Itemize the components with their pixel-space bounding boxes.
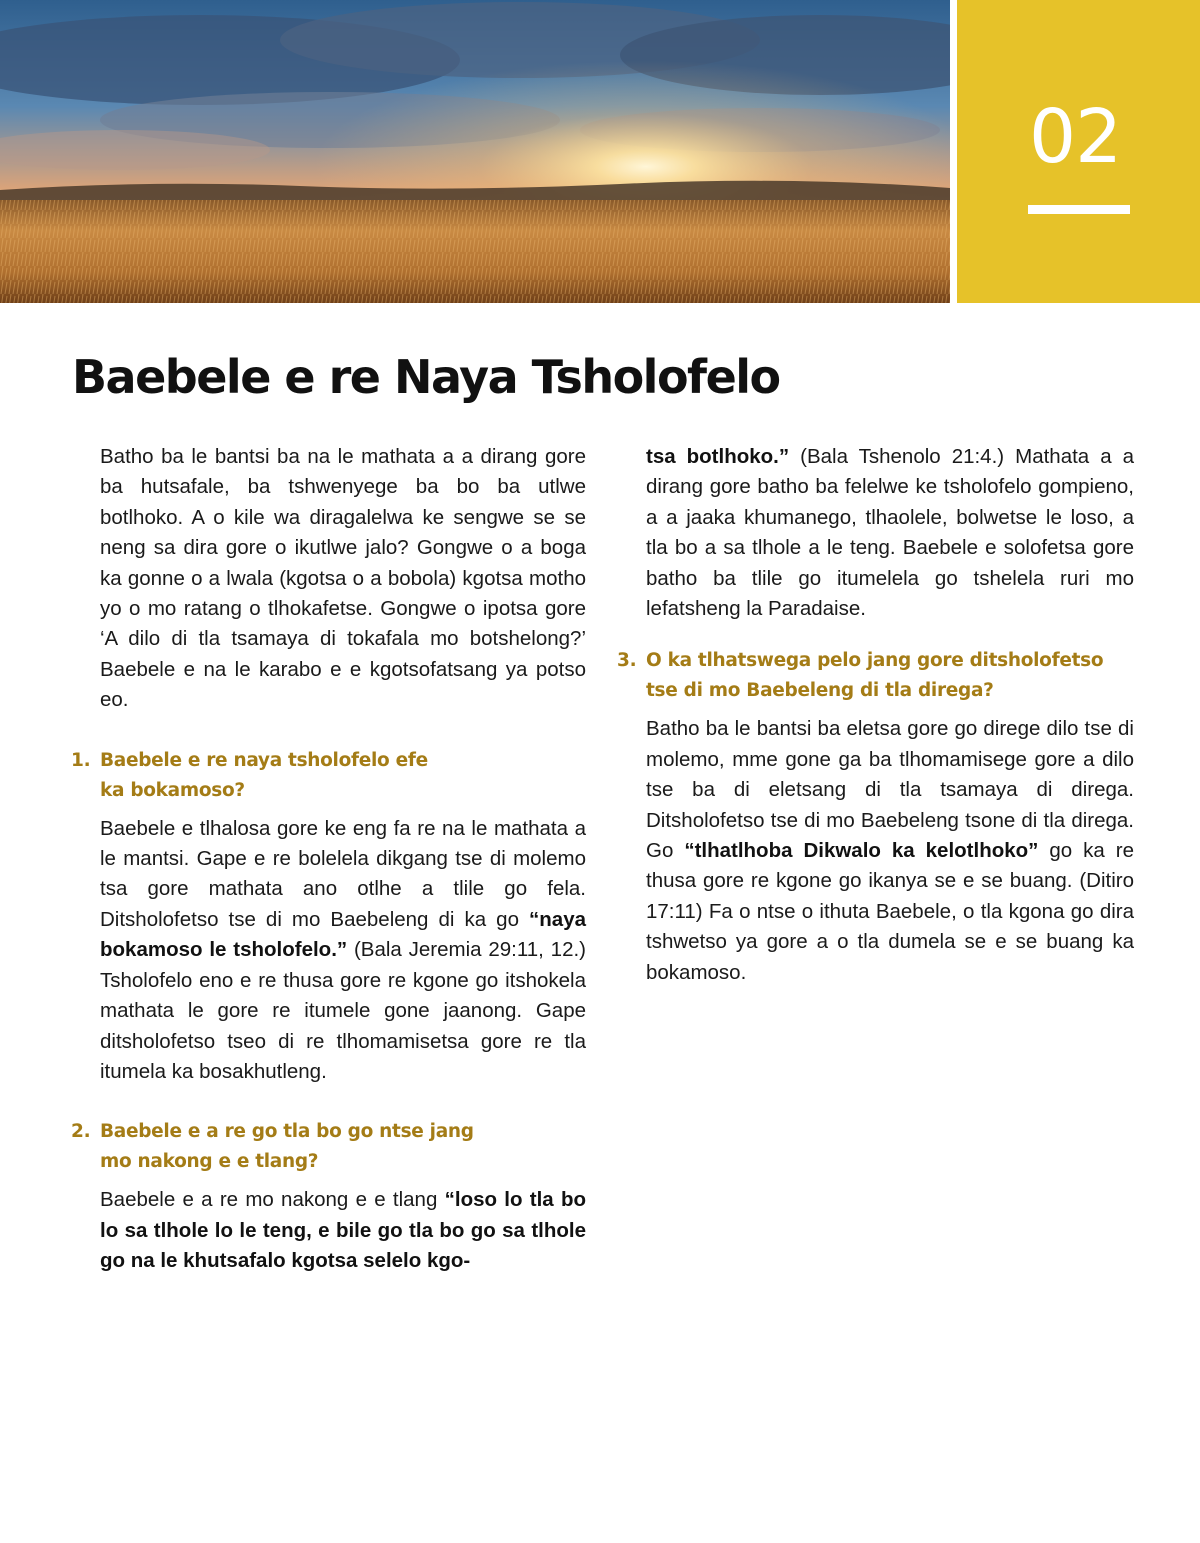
question-number: 1.	[71, 749, 91, 771]
question-heading-3	[617, 646, 1134, 706]
quoted-scripture: tsa botlhoko.”	[646, 445, 790, 468]
question-heading-line: ka bokamoso?	[100, 779, 245, 801]
answer-paragraph-1: Baebele e tlhalosa gore ke eng fa re na le mathata a le mantsi. Gape e re bolelela dikgang tse di molemo tsa gore mathata ano otlhe a tlile go fela. Ditsholofetso tse di mo Baebeleng di ka go “naya bokamoso le tsholofelo.” (Bala Jeremia 29:11, 12.) Tsholofelo eno e re thusa gore re kgone go itshokela mathata le gore re itumele gone jaanong. Gape ditsholofetso tseo di re tlhomamisetsa gore re tla itumela ka bosakhutleng.	[100, 816, 586, 1083]
question-heading-line: mo nakong e e tlang?	[100, 1151, 319, 1173]
chapter-underline	[1028, 205, 1130, 214]
quoted-scripture: “naya bokamoso le tsholofelo.”	[100, 907, 586, 962]
answer-paragraph-2-part-2: tsa botlhoko.” (Bala Tshenolo 21:4.) Mathata a a dirang gore batho ba felelwe ke tsholofelo gompieno, a a jaaka khumanego, tlhaolele, bolwetse le loso, a tla bo a sa tlhole a le teng. Baebele e solofetsa gore batho ba tlile go itumelela go tshelela ruri mo lefatsheng la Paradaise.	[646, 445, 1135, 621]
question-heading-line: Baebele e a re go tla bo go ntse jang	[100, 1121, 474, 1143]
answer-paragraph-3: Batho ba le bantsi ba eletsa gore go direge dilo tse di molemo, mme gone ga ba tlhomamisege gore a dilo tse ba di eletsang di tla tsamaya di direga. Ditsholofetso tse di mo Baebeleng tsone di tla direga. Go “tlhatlhoba Dikwalo ka kelotlhoko” go ka re thusa gore re kgone go ikanya se e se buang. (Ditiro 17:11) Fa o ntse o ithuta Baebele, o tla kgona go dira tshwetso ya gore a o tla dumela se e se buang ka bokamoso.	[646, 717, 1134, 984]
chapter-badge	[957, 0, 1200, 303]
chapter-number: 02	[1029, 94, 1122, 180]
answer-paragraph-2-part-1: Baebele e a re mo nakong e e tlang “loso lo tla bo lo sa tlhole lo le teng, e bile go tla bo go sa tlhole go na le khutsafalo kgotsa selelo kgo-	[100, 1188, 586, 1273]
quoted-scripture: “tlhatlhoba Dikwalo ka kelotlhoko”	[684, 839, 1039, 863]
question-number: 3.	[617, 650, 637, 672]
quoted-scripture: “loso lo tla bo lo sa tlhole lo le teng, e bile go tla bo go sa tlhole go na le khutsafalo kgotsa selelo kgo-	[100, 1188, 586, 1273]
page-title: Baebele e re Naya Tsholofelo	[72, 350, 780, 404]
hero-image-wheat-field-sunset	[0, 0, 950, 303]
question-heading-line: tse di mo Baebeleng di tla direga?	[646, 680, 994, 702]
question-number: 2.	[71, 1121, 91, 1143]
right-column	[617, 442, 1135, 988]
left-column	[71, 442, 586, 1277]
question-heading-1	[71, 746, 586, 806]
question-heading-2	[71, 1117, 586, 1177]
question-heading-line: Baebele e re naya tsholofelo efe	[100, 749, 428, 771]
question-heading-line: O ka tlhatswega pelo jang gore ditsholofetso	[646, 650, 1104, 672]
intro-paragraph: Batho ba le bantsi ba na le mathata a a dirang gore ba hutsafale, ba tshwenyege ba bo ba utlwe botlhoko. A o kile wa diragalelwa ke sengwe se se neng sa dira gore o ikutlwe jalo? Gongwe o a boga ka gonne o a lwala (kgotsa o a bobola) kgotsa motho yo o mo ratang o tlhokafetse. Gongwe o ipotsa gore ‘A dilo di tla tsamaya di tokafala mo botshelong?’ Baebele e na le karabo e e kgotsofatsang ya potso eo.	[100, 445, 586, 712]
